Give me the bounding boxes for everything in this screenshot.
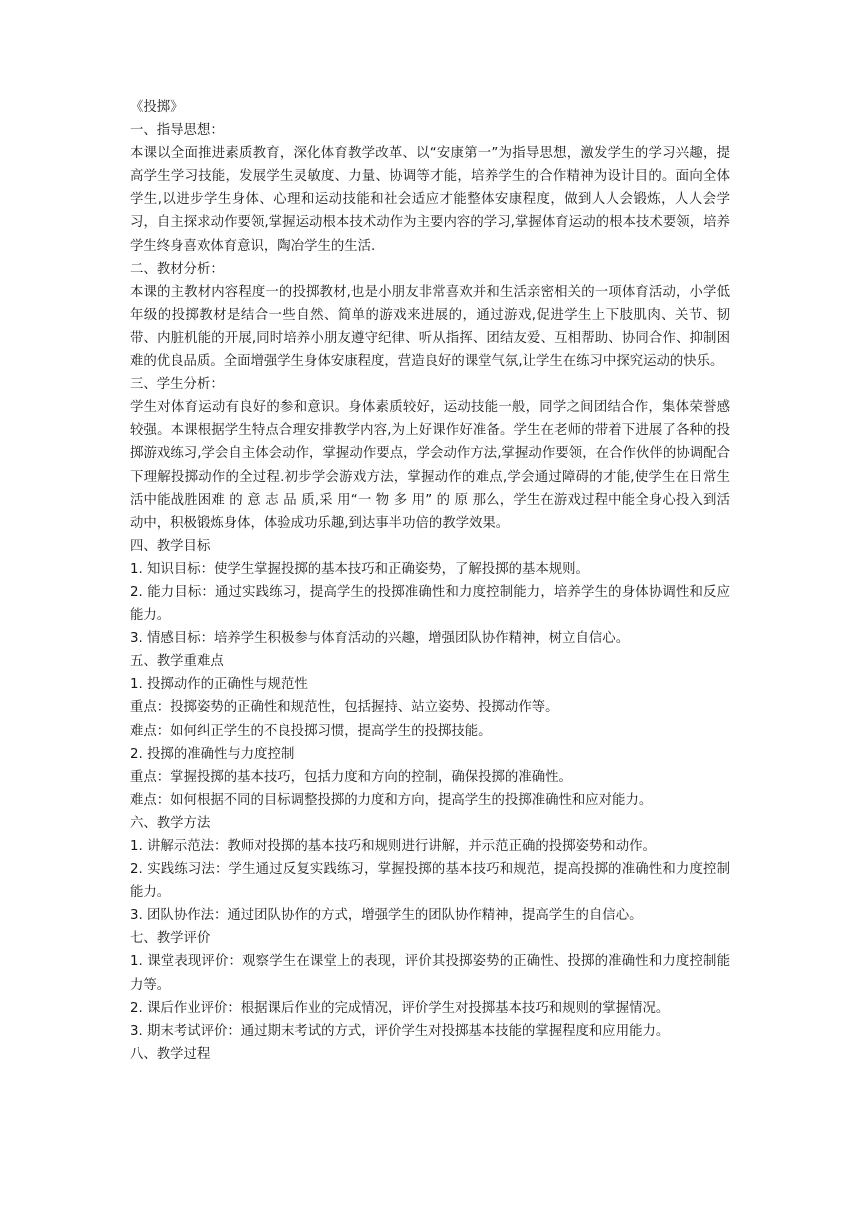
section-heading-key-points: 五、教学重难点 — [130, 654, 224, 670]
paragraph-guiding-thought: 本课以全面推进素质教育，深化体育教学改革、以“安康第一”为指导思想，激发学生的学习兴趣，提高学生学习技能，发展学生灵敏度、力量、协调等才能，培养学生的合作精神为设计目的。面向全体学生,以进步学生身体、心理和运动技能和社会适应才能整体安康程度，做到人人会锻炼，人人会学习，自主探求动作要领,掌握运动根本技术动作为主要内容的学习,掌握体育运动的根本技术要领，培养学生终身喜欢体育意识，陶冶学生的生活. — [130, 146, 730, 254]
difficulty-1: 难点：如何纠正学生的不良投掷习惯，提高学生的投掷技能。 — [130, 723, 492, 739]
document-title: 《投掷》 — [130, 100, 184, 115]
evaluation-homework: 2. 课后作业评价：根据课后作业的完成情况，评价学生对投掷基本技巧和规则的掌握情况。 — [130, 1000, 670, 1016]
objective-knowledge: 1. 知识目标：使学生掌握投掷的基本技巧和正确姿势，了解投掷的基本规则。 — [130, 561, 589, 577]
section-heading-objectives: 四、教学目标 — [130, 538, 211, 554]
evaluation-classroom: 1. 课堂表现评价：观察学生在课堂上的表现，评价其投掷姿势的正确性、投掷的准确性和力度控制能力等。 — [130, 954, 730, 993]
paragraph-material-analysis: 本课的主教材内容程度一的投掷教材,也是小朋友非常喜欢并和生活亲密相关的一项体育活动，小学低年级的投掷教材是结合一些自然、简单的游戏来进展的，通过游戏,促进学生上下肢肌肉、关节、韧带、内脏机能的开展,同时培养小朋友遵守纪律、听从指挥、团结友爱、互相帮助、协同合作、抑制困难的优良品质。全面增强学生身体安康程度，营造良好的课堂气氛,让学生在练习中探究运动的快乐。 — [130, 284, 730, 370]
key-point-subheading-1: 1. 投掷动作的正确性与规范性 — [130, 677, 308, 693]
objective-ability: 2. 能力目标：通过实践练习，提高学生的投掷准确性和力度控制能力，培养学生的身体协调性和反应能力。 — [130, 584, 730, 624]
difficulty-2: 难点：如何根据不同的目标调整投掷的力度和方向，提高学生的投掷准确性和应对能力。 — [130, 792, 653, 808]
section-heading-process: 八、教学过程 — [130, 1046, 211, 1062]
section-heading-material-analysis: 二、教材分析： — [130, 261, 224, 277]
key-point-2: 重点：掌握投掷的基本技巧，包括力度和方向的控制，确保投掷的准确性。 — [130, 769, 572, 785]
method-practice: 2. 实践练习法：学生通过反复实践练习，掌握投掷的基本技巧和规范，提高投掷的准确性和力度控制能力。 — [130, 862, 730, 901]
section-heading-evaluation: 七、教学评价 — [130, 931, 211, 947]
method-explain-demo: 1. 讲解示范法：教师对投掷的基本技巧和规则进行讲解，并示范正确的投掷姿势和动作。 — [130, 839, 656, 854]
section-heading-student-analysis: 三、学生分析： — [130, 377, 224, 393]
section-heading-guiding-thought: 一、指导思想： — [130, 123, 224, 139]
section-heading-methods: 六、教学方法 — [130, 815, 211, 831]
key-point-subheading-2: 2. 投掷的准确性与力度控制 — [130, 746, 295, 762]
method-teamwork: 3. 团队协作法：通过团队协作的方式，增强学生的团队协作精神，提高学生的自信心。 — [130, 908, 643, 924]
paragraph-student-analysis: 学生对体育运动有良好的参和意识。身体素质较好，运动技能一般，同学之间团结合作，集体荣誉感较强。本课根据学生特点合理安排教学内容,为上好课作好准备。学生在老师的带着下进展了各种的投掷游戏练习,学会自主体会动作，掌握动作要点，学会动作方法,掌握动作要领，在合作伙伴的协调配合下理解投掷动作的全过程.初步学会游戏方法，掌握动作的难点,学会通过障碍的才能,使学生在日常生活中能战胜困难 的 意 志 品 质,采 用“一 物 多 用” 的 原 那么，学生在游戏过程中能全身心投入到活动中，积极锻炼身体，体验成功乐趣,到达事半功倍的教学效果。 — [130, 400, 730, 531]
evaluation-final-exam: 3. 期末考试评价：通过期末考试的方式，评价学生对投掷基本技能的掌握程度和应用能力。 — [130, 1023, 670, 1039]
objective-emotion: 3. 情感目标：培养学生积极参与体育活动的兴趣，增强团队协作精神，树立自信心。 — [130, 631, 630, 647]
key-point-1: 重点：投掷姿势的正确性和规范性，包括握持、站立姿势、投掷动作等。 — [130, 700, 559, 716]
